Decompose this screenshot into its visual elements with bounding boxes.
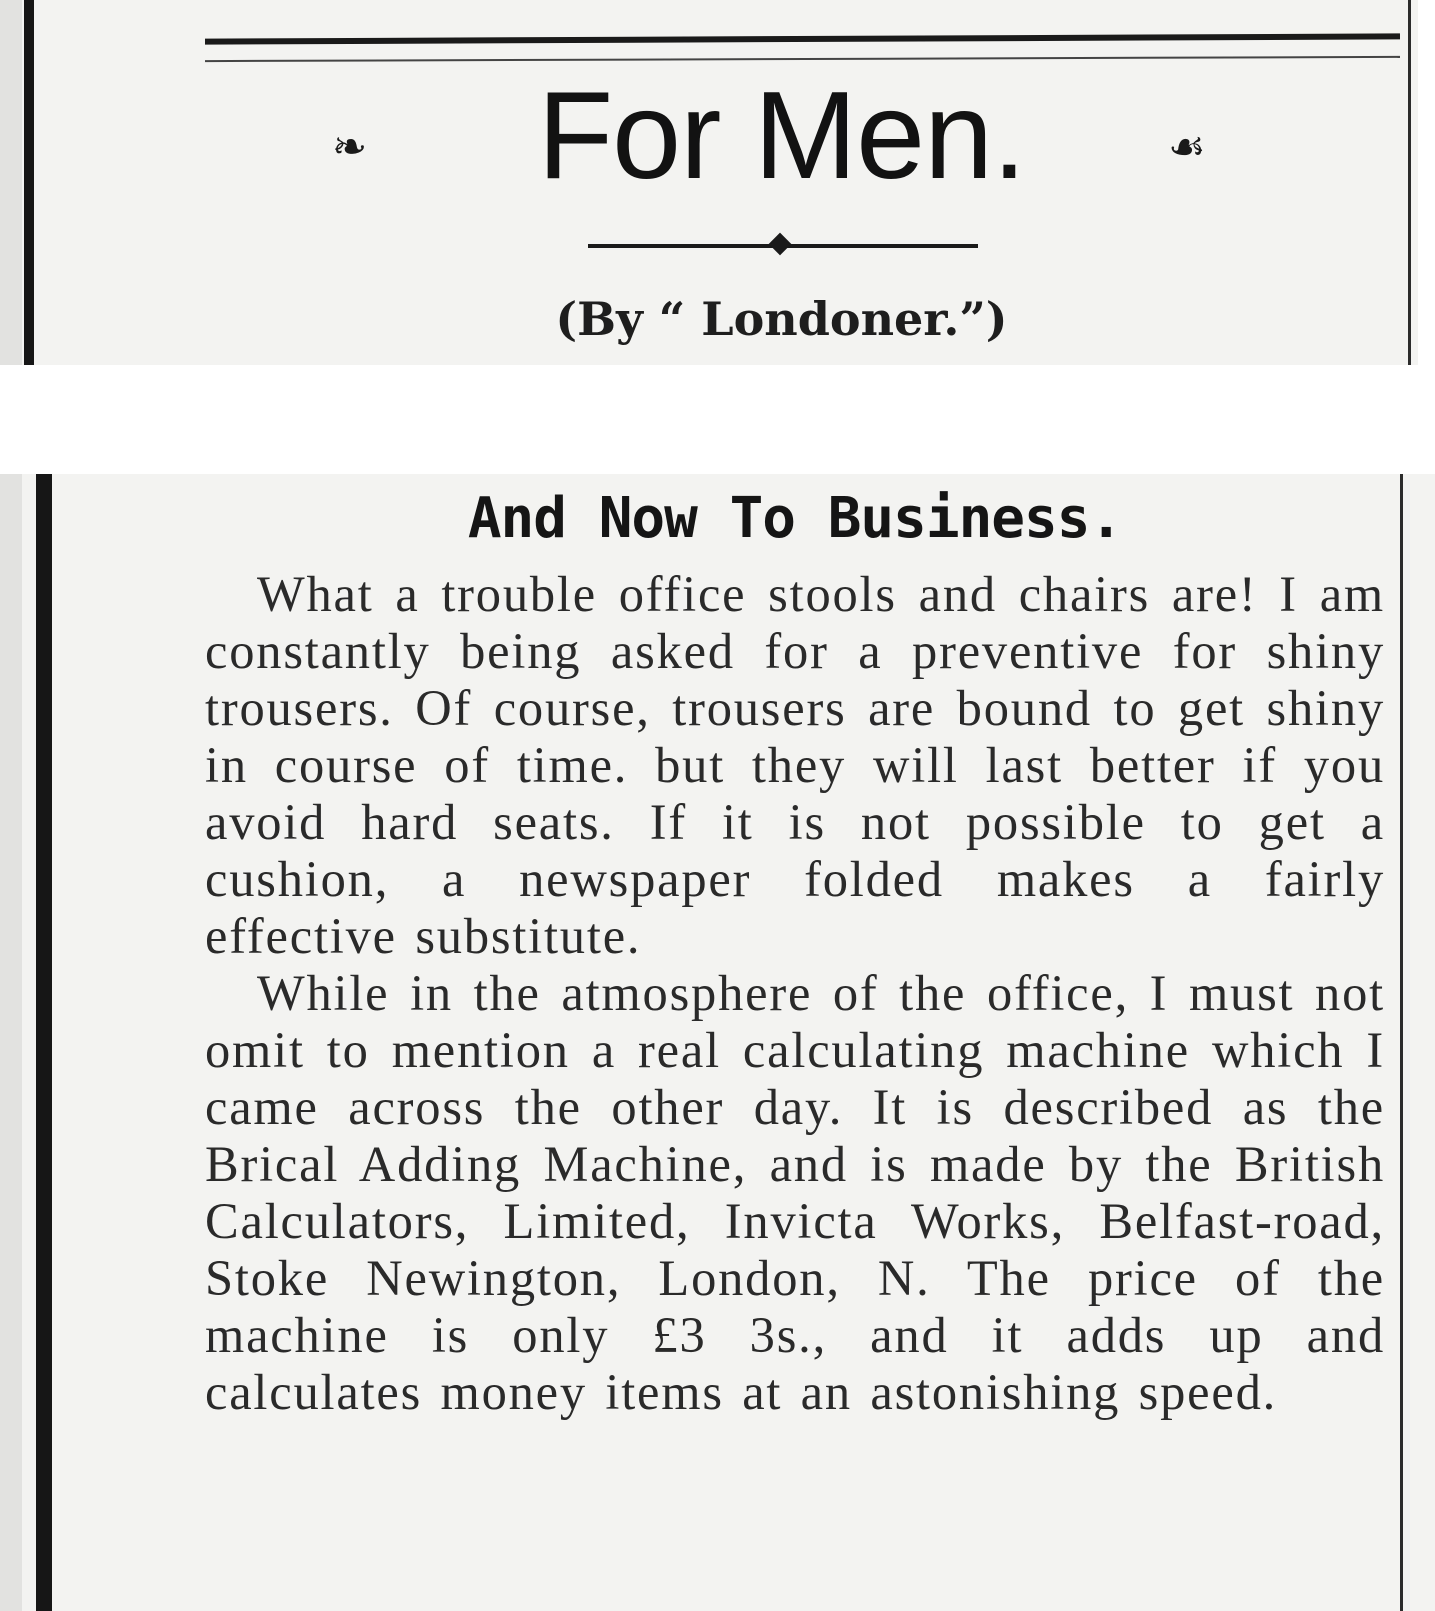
masthead-clipping: [0, 0, 1418, 365]
column-rule-left: [36, 474, 52, 1611]
paragraph: While in the atmosphere of the office, I must not omit to mention a real calculating machine which I came across the other day. It is described as the Brical Adding Machine, and is made by the British Calculators, Limited, Invicta Works, Belfast-road, Stoke Newington, London, N. The price of the machine is only £3 3s., and it adds up and calculates money items at an astonishing speed.: [205, 965, 1385, 1420]
article-body: [205, 566, 1385, 1421]
fleuron-left-icon: ❧: [332, 122, 368, 171]
column-title: For Men.: [537, 67, 1026, 205]
section-heading: And Now To Business.: [467, 486, 1123, 551]
diamond-rule-center: [769, 233, 792, 256]
fleuron-right-icon: ☙: [1168, 122, 1206, 171]
column-rule-left: [24, 0, 34, 365]
page-edge-shadow: [0, 0, 22, 365]
header-rule-thick: [205, 33, 1400, 44]
paragraph: What a trouble office stools and chairs are! I am constantly being asked for a preventive for shiny trousers. Of course, trousers are bound to get shiny in course of time. but they will last better if you avoid hard seats. If it is not possible to get a cushion, a newspaper folded makes a fairly effective substitute.: [205, 566, 1385, 964]
page-edge-shadow: [0, 474, 22, 1611]
column-rule-right: [1400, 474, 1403, 1611]
article-clipping: [0, 474, 1435, 1611]
byline: (By “ Londoner.”): [555, 292, 1008, 346]
